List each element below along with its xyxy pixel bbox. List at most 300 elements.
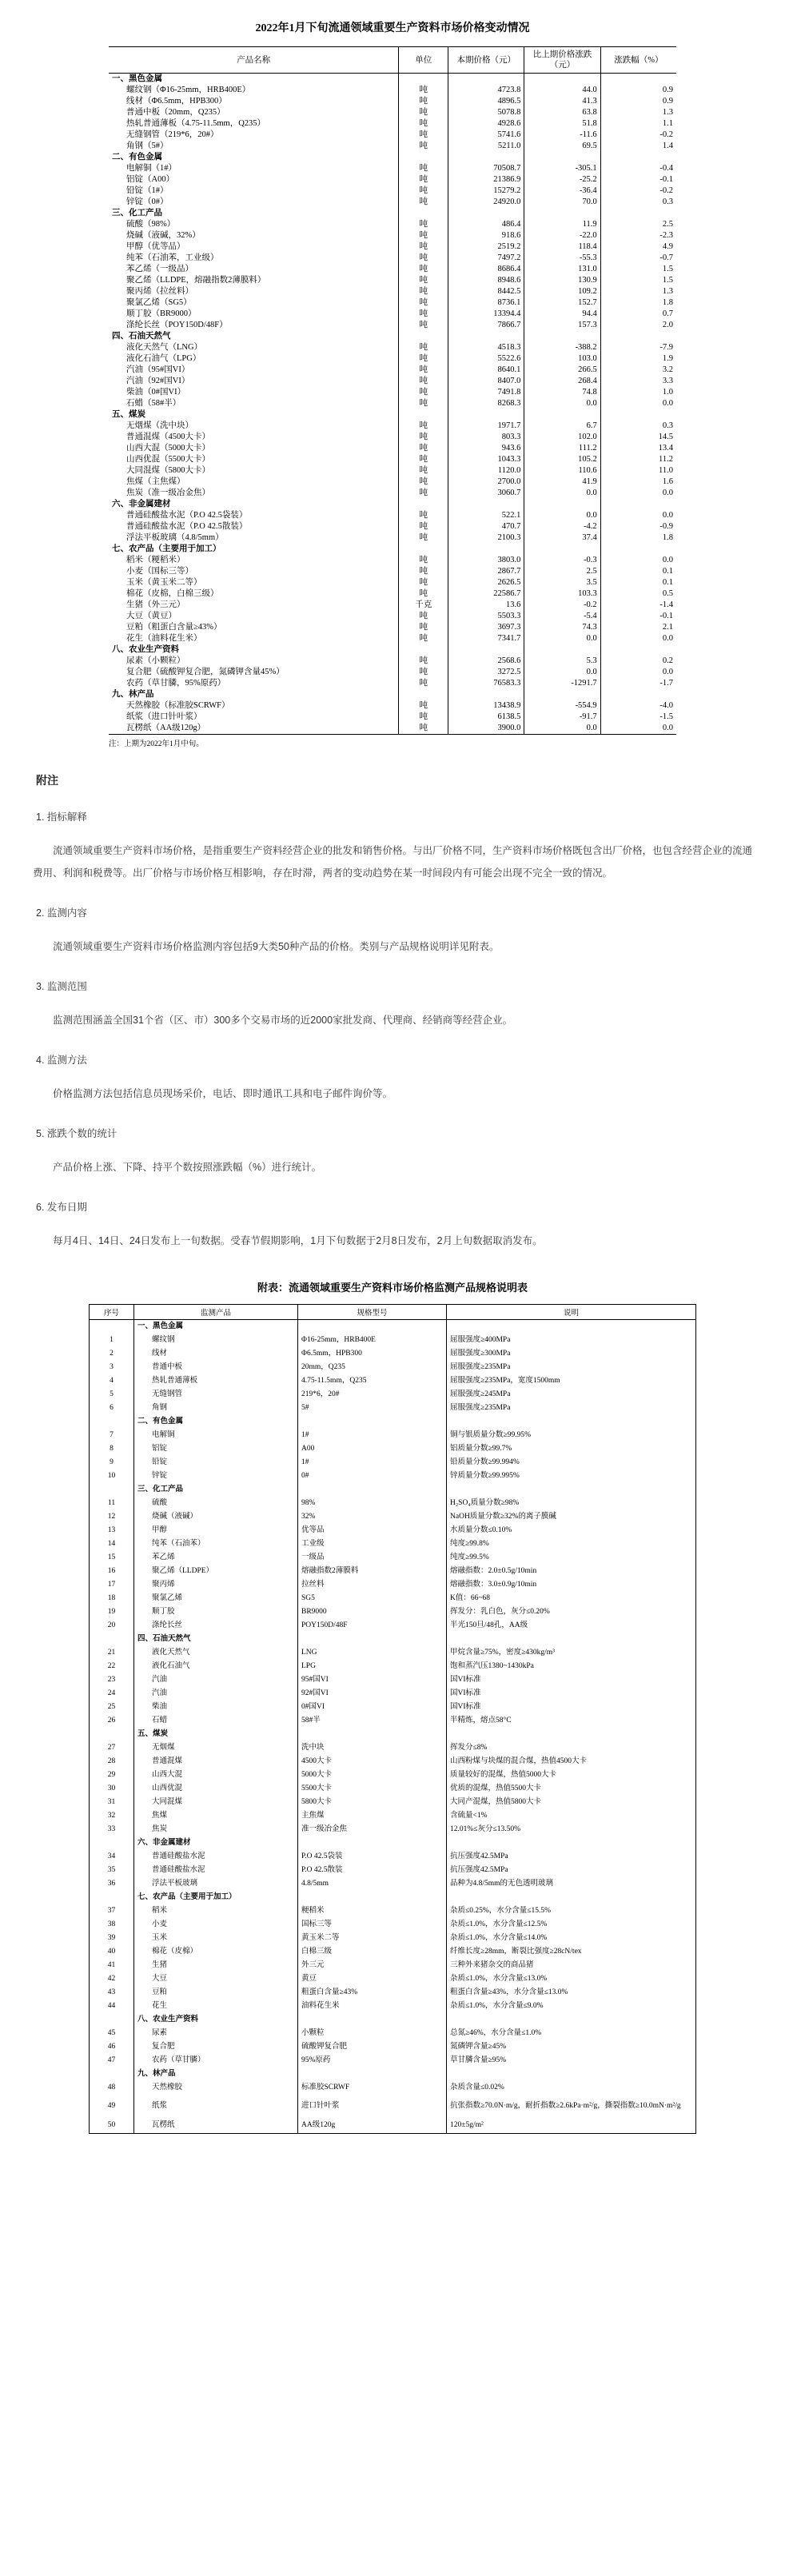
table-row: [90, 1904, 696, 1918]
product-name: 聚氯乙烯（SG5）: [126, 298, 192, 307]
unit-cell: 吨: [399, 130, 448, 141]
serial-cell: 44: [107, 2002, 116, 2010]
spec-cell: 熔融指数2薄膜料: [298, 1565, 447, 1578]
category-name: 一、黑色金属: [112, 74, 162, 83]
product-name: 涤纶长丝（POY150D/48F）: [126, 321, 228, 329]
unit-cell: 吨: [399, 432, 448, 443]
change-cell: 0.0: [524, 633, 600, 644]
pct-cell: 2.0: [600, 320, 676, 331]
desc-cell: 屈服强度≥300MPa: [447, 1347, 696, 1361]
empty-cell: [90, 1320, 134, 1334]
empty-cell: [524, 208, 600, 219]
desc-cell: 挥发分：乳白色，灰分≤0.20%: [447, 1605, 696, 1619]
spec-cell: 4.75-11.5mm，Q235: [298, 1374, 447, 1388]
pct-cell: 1.9: [600, 353, 676, 365]
desc-cell: H₂SO₄质量分数≥98%: [447, 1497, 696, 1510]
empty-cell: [600, 689, 676, 700]
empty-cell: [600, 74, 676, 86]
unit-cell: 吨: [399, 611, 448, 622]
desc-cell: K值：66~68: [447, 1592, 696, 1605]
product-name: 普通中板（20mm，Q235）: [126, 108, 225, 117]
empty-cell: [524, 689, 600, 700]
table-row: [109, 588, 676, 600]
desc-cell: 屈服强度≥245MPa: [447, 1388, 696, 1402]
unit-cell: 吨: [399, 421, 448, 432]
price-cell: 470.7: [448, 521, 524, 532]
product-name: 稻米（粳稻米）: [126, 556, 185, 564]
price-cell: 13438.9: [448, 700, 524, 712]
product-name: 焦炭: [134, 1823, 298, 1836]
serial-cell: 48: [107, 2084, 116, 2092]
empty-cell: [447, 1320, 696, 1334]
product-name: 花生: [134, 2000, 298, 2013]
pct-cell: 3.2: [600, 365, 676, 376]
empty-cell: [399, 544, 448, 555]
pct-cell: 0.0: [600, 488, 676, 499]
serial-cell: 11: [107, 1499, 116, 1507]
price-cell: 2867.7: [448, 566, 524, 577]
change-cell: -5.4: [524, 611, 600, 622]
price-cell: 522.1: [448, 510, 524, 521]
table-row: [90, 2081, 696, 2095]
category-row: [90, 1483, 696, 1497]
price-cell: 1971.7: [448, 421, 524, 432]
table-row: [109, 197, 676, 208]
table-row: [90, 1619, 696, 1633]
spec-cell: 4.8/5mm: [298, 1877, 447, 1891]
table-row: [109, 85, 676, 96]
category-name: 三、化工产品: [112, 209, 162, 217]
unit-cell: 吨: [399, 264, 448, 275]
empty-cell: [298, 1483, 447, 1497]
serial-cell: 43: [107, 1988, 116, 1996]
pct-cell: 0.7: [600, 309, 676, 320]
spec-table-section: [89, 1279, 696, 2134]
pct-cell: 4.9: [600, 241, 676, 253]
spec-cell: 硫酸钾复合肥: [298, 2040, 447, 2054]
col-header-unit: 单位: [399, 47, 448, 74]
desc-cell: 挥发分≤8%: [447, 1741, 696, 1755]
table-row: [90, 1769, 696, 1782]
pct-cell: 1.0: [600, 387, 676, 398]
product-name: 小麦（国标三等）: [126, 567, 193, 576]
change-cell: -36.4: [524, 185, 600, 197]
category-name: 四、石油天然气: [134, 1633, 298, 1646]
price-cell: 1043.3: [448, 454, 524, 465]
spec-cell: 标准胶SCRWF: [298, 2081, 447, 2095]
pct-cell: 1.8: [600, 532, 676, 544]
table-row: [109, 443, 676, 454]
pct-cell: 1.6: [600, 477, 676, 488]
pct-cell: -0.2: [600, 130, 676, 141]
table-row: [109, 376, 676, 387]
price-cell: 8736.1: [448, 297, 524, 309]
change-cell: -22.0: [524, 230, 600, 241]
serial-cell: 45: [107, 2029, 116, 2037]
empty-cell: [447, 1483, 696, 1497]
serial-cell: 12: [107, 1513, 116, 1521]
table-row: [109, 398, 676, 409]
table-row: [109, 219, 676, 230]
change-cell: -554.9: [524, 700, 600, 712]
spec-cell: BR9000: [298, 1605, 447, 1619]
serial-cell: 39: [107, 1934, 116, 1942]
unit-cell: 吨: [399, 85, 448, 96]
unit-cell: 吨: [399, 387, 448, 398]
product-name: 生猪: [134, 1959, 298, 1972]
product-name: 铅锭（1#）: [126, 186, 169, 195]
table-row: [90, 1361, 696, 1374]
product-name: 大豆（黄豆）: [126, 612, 177, 620]
spec-cell: 0#国VI: [298, 1701, 447, 1714]
product-name: 普通硅酸盐水泥（P.O 42.5袋装）: [126, 511, 248, 520]
product-name: 普通混煤: [134, 1755, 298, 1769]
empty-cell: [524, 74, 600, 86]
empty-cell: [90, 1728, 134, 1741]
category-row: [90, 1415, 696, 1429]
change-cell: 51.8: [524, 118, 600, 130]
serial-cell: 22: [107, 1662, 116, 1670]
spec-table-title: 附表：流通领域重要生产资料市场价格监测产品规格说明表: [257, 1282, 528, 1294]
table-row: [90, 2040, 696, 2054]
product-name: 苯乙烯: [134, 1551, 298, 1565]
empty-cell: [448, 74, 524, 86]
product-name: 硫酸（98%）: [126, 220, 176, 229]
change-cell: 69.5: [524, 141, 600, 152]
empty-cell: [298, 2068, 447, 2081]
price-cell: 918.6: [448, 230, 524, 241]
pct-cell: 1.5: [600, 264, 676, 275]
price-cell: 5522.6: [448, 353, 524, 365]
table-row: [109, 275, 676, 286]
change-cell: 41.3: [524, 96, 600, 107]
price-table: [109, 46, 676, 735]
product-name: 聚丙烯（拉丝料）: [126, 287, 193, 296]
spec-cell: 98%: [298, 1497, 447, 1510]
section-body: 产品价格上涨、下降、持平个数按照涨跌幅（%）进行统计。: [53, 1162, 322, 1173]
price-table-body: [109, 74, 676, 735]
table-row: [109, 107, 676, 118]
desc-cell: 优质的混煤，热值5500大卡: [447, 1782, 696, 1796]
serial-cell: 20: [107, 1621, 116, 1629]
spec-table-header: [90, 1305, 696, 1320]
product-name: 甲醇: [134, 1524, 298, 1537]
product-name: 无缝钢管: [134, 1388, 298, 1402]
table-row: [109, 185, 676, 197]
desc-cell: 氮磷钾含量≥45%: [447, 2040, 696, 2054]
table-row: [109, 700, 676, 712]
empty-cell: [399, 409, 448, 421]
spec-cell: 32%: [298, 1510, 447, 1524]
pct-cell: 11.0: [600, 465, 676, 477]
price-cell: 5741.6: [448, 130, 524, 141]
change-cell: 0.0: [524, 510, 600, 521]
serial-cell: 8: [110, 1445, 114, 1453]
table-row: [90, 1646, 696, 1660]
appendix-heading: 附注: [36, 774, 58, 787]
table-row: [90, 1782, 696, 1796]
change-cell: 103.0: [524, 353, 600, 365]
unit-cell: 吨: [399, 454, 448, 465]
col-header-name: 产品名称: [109, 47, 399, 74]
pct-cell: 1.5: [600, 275, 676, 286]
change-cell: 63.8: [524, 107, 600, 118]
product-name: 烧碱（液碱，32%）: [126, 231, 201, 240]
table-row: [109, 118, 676, 130]
change-cell: 102.0: [524, 432, 600, 443]
table-row: [109, 421, 676, 432]
product-name: 天然橡胶: [134, 2081, 298, 2095]
desc-cell: 草甘膦含量≥95%: [447, 2054, 696, 2068]
table-note: 注：上期为2022年1月中旬。: [109, 740, 204, 748]
table-row: [109, 309, 676, 320]
spec-cell: 拉丝料: [298, 1578, 447, 1592]
empty-cell: [399, 74, 448, 86]
desc-cell: 粗蛋白含量≥43%，水分含量≤13.0%: [447, 1986, 696, 2000]
table-row: [109, 600, 676, 611]
table-row: [90, 1551, 696, 1565]
product-name: 焦煤（主焦煤）: [126, 477, 185, 486]
desc-cell: 大同产混煤，热值5800大卡: [447, 1796, 696, 1809]
table-row: [109, 454, 676, 465]
category-name: 二、有色金属: [134, 1415, 298, 1429]
unit-cell: 吨: [399, 477, 448, 488]
price-cell: 7491.8: [448, 387, 524, 398]
appendix-sections: [33, 809, 752, 1252]
price-cell: 76583.3: [448, 678, 524, 689]
empty-cell: [90, 1891, 134, 1904]
category-row: [90, 2068, 696, 2081]
change-cell: -0.3: [524, 555, 600, 566]
section-body: 流通领域重要生产资料市场价格监测内容包括9大类50种产品的价格。类别与产品规格说明详见附表。: [53, 941, 500, 952]
table-row: [90, 2117, 696, 2134]
spec-cell: P.O 42.5散装: [298, 1864, 447, 1877]
category-row: [109, 499, 676, 510]
pct-cell: 0.2: [600, 656, 676, 667]
table-row: [90, 1442, 696, 1456]
product-name: 硫酸: [134, 1497, 298, 1510]
unit-cell: 吨: [399, 275, 448, 286]
serial-cell: 25: [107, 1703, 116, 1711]
product-name: 花生（油料花生米）: [126, 634, 202, 643]
pct-cell: 2.1: [600, 622, 676, 633]
pct-cell: 0.3: [600, 197, 676, 208]
price-cell: 8686.4: [448, 264, 524, 275]
spec-cell: 白棉三级: [298, 1945, 447, 1959]
desc-cell: 总氮≥46%，水分含量≤1.0%: [447, 2027, 696, 2040]
price-cell: 1120.0: [448, 465, 524, 477]
change-cell: 157.3: [524, 320, 600, 331]
table-row: [109, 566, 676, 577]
empty-cell: [90, 1836, 134, 1850]
category-name: 一、黑色金属: [134, 1320, 298, 1334]
change-cell: 111.2: [524, 443, 600, 454]
product-name: 豆粕（粗蛋白含量≥43%）: [126, 623, 222, 632]
product-name: 棉花（皮棉，白棉三级）: [126, 589, 219, 598]
price-cell: 15279.2: [448, 185, 524, 197]
serial-cell: 41: [107, 1961, 116, 1969]
table-row: [90, 2095, 696, 2117]
spec-cell: 一级品: [298, 1551, 447, 1565]
empty-cell: [298, 1891, 447, 1904]
change-cell: 109.2: [524, 286, 600, 297]
change-cell: 44.0: [524, 85, 600, 96]
empty-cell: [448, 544, 524, 555]
spec-cell: 小颗粒: [298, 2027, 447, 2040]
pct-cell: 0.1: [600, 566, 676, 577]
spec-cell: 92#国VI: [298, 1687, 447, 1701]
serial-cell: 14: [107, 1540, 116, 1548]
product-name: 聚丙烯: [134, 1578, 298, 1592]
empty-cell: [298, 1836, 447, 1850]
table-row: [90, 1578, 696, 1592]
product-name: 顺丁胶（BR9000）: [126, 309, 197, 318]
table-row: [90, 1809, 696, 1823]
product-name: 电解铜（1#）: [126, 164, 177, 173]
pct-cell: 0.0: [600, 398, 676, 409]
unit-cell: 吨: [399, 667, 448, 678]
change-cell: 110.6: [524, 465, 600, 477]
product-name: 柴油（0#国VI）: [126, 388, 186, 397]
serial-cell: 26: [107, 1717, 116, 1725]
empty-cell: [447, 2013, 696, 2027]
change-cell: 0.0: [524, 398, 600, 409]
empty-cell: [298, 1320, 447, 1334]
empty-cell: [399, 499, 448, 510]
col-header-no: 序号: [90, 1305, 134, 1320]
empty-cell: [399, 208, 448, 219]
col-header-price: 本期价格（元）: [448, 47, 524, 74]
product-name: 聚乙烯（LLDPE）: [134, 1565, 298, 1578]
price-cell: 3272.5: [448, 667, 524, 678]
table-row: [90, 1469, 696, 1483]
price-cell: 2626.5: [448, 577, 524, 588]
spec-cell: 4500大卡: [298, 1755, 447, 1769]
price-cell: 5503.3: [448, 611, 524, 622]
product-name: 复合肥（硫酸钾复合肥，氮磷钾含量45%）: [126, 668, 285, 676]
price-cell: 3803.0: [448, 555, 524, 566]
unit-cell: 吨: [399, 510, 448, 521]
empty-cell: [524, 499, 600, 510]
price-cell: 2700.0: [448, 477, 524, 488]
price-table-header: [109, 47, 676, 74]
pct-cell: 0.1: [600, 577, 676, 588]
desc-cell: 杂质≤1.0%，水分含量≤14.0%: [447, 1932, 696, 1945]
empty-cell: [448, 409, 524, 421]
desc-cell: 抗张指数≥70.0N·m/g，耐折指数≥2.6kPa·m²/g，撕裂指数≥10.0mN·m²/g: [447, 2095, 696, 2117]
unit-cell: 吨: [399, 163, 448, 174]
category-name: 三、化工产品: [134, 1483, 298, 1497]
spec-cell: 进口针叶浆: [298, 2095, 447, 2117]
category-row: [109, 208, 676, 219]
section-body: 监测范围涵盖全国31个省（区、市）300多个交易市场的近2000家批发商、代理商、经销商等经营企业。: [53, 1015, 513, 1026]
pct-cell: -7.9: [600, 342, 676, 353]
unit-cell: 吨: [399, 555, 448, 566]
product-name: 大同混煤: [134, 1796, 298, 1809]
pct-cell: -1.7: [600, 678, 676, 689]
empty-cell: [90, 1633, 134, 1646]
serial-cell: 47: [107, 2056, 116, 2064]
change-cell: 2.5: [524, 566, 600, 577]
serial-cell: 9: [110, 1458, 114, 1466]
table-row: [90, 1755, 696, 1769]
change-cell: 0.0: [524, 723, 600, 735]
desc-cell: 屈服强度≥235MPa: [447, 1402, 696, 1415]
spec-cell: Φ16-25mm，HRB400E: [298, 1334, 447, 1347]
category-name: 六、非金属建材: [112, 500, 171, 508]
unit-cell: 吨: [399, 566, 448, 577]
change-cell: 0.0: [524, 667, 600, 678]
table-row: [90, 1537, 696, 1551]
change-cell: 94.4: [524, 309, 600, 320]
change-cell: -91.7: [524, 712, 600, 723]
desc-cell: 纯度≥99.8%: [447, 1537, 696, 1551]
pct-cell: 0.5: [600, 588, 676, 600]
product-name: 玉米: [134, 1932, 298, 1945]
category-row: [90, 1633, 696, 1646]
pct-cell: 0.0: [600, 633, 676, 644]
desc-cell: 饱和蒸汽压1380~1430kPa: [447, 1660, 696, 1673]
desc-cell: 国VI标准: [447, 1687, 696, 1701]
product-name: 豆粕: [134, 1986, 298, 2000]
table-row: [109, 253, 676, 264]
table-row: [109, 387, 676, 398]
product-name: 螺纹钢（Φ16-25mm，HRB400E）: [126, 86, 251, 94]
empty-cell: [298, 1415, 447, 1429]
spec-cell: 95%原药: [298, 2054, 447, 2068]
serial-cell: 36: [107, 1880, 116, 1888]
serial-cell: 29: [107, 1771, 116, 1779]
table-row: [109, 130, 676, 141]
spec-cell: 洗中块: [298, 1741, 447, 1755]
serial-cell: 50: [107, 2120, 116, 2129]
change-cell: -11.6: [524, 130, 600, 141]
table-row: [90, 2027, 696, 2040]
spec-table-body: [90, 1320, 696, 2134]
table-row: [90, 1701, 696, 1714]
table-row: [109, 141, 676, 152]
product-name: 瓦楞纸: [134, 2117, 298, 2134]
serial-cell: 42: [107, 1975, 116, 1983]
table-row: [90, 1918, 696, 1932]
category-row: [90, 1320, 696, 1334]
product-name: 小麦: [134, 1918, 298, 1932]
serial-cell: 49: [107, 2101, 116, 2110]
table-row: [90, 1660, 696, 1673]
product-name: 纯苯（石油苯）: [134, 1537, 298, 1551]
spec-cell: 工业级: [298, 1537, 447, 1551]
price-table-section: [109, 0, 676, 748]
section-title: 5. 涨跌个数的统计: [36, 1128, 118, 1139]
section-title: 1. 指标解释: [36, 811, 87, 823]
product-name: 普通硅酸盐水泥: [134, 1864, 298, 1877]
product-name: 无缝钢管（219*6，20#）: [126, 130, 219, 139]
change-cell: 74.3: [524, 622, 600, 633]
table-row: [109, 163, 676, 174]
price-cell: 5211.0: [448, 141, 524, 152]
empty-cell: [524, 331, 600, 342]
table-row: [109, 532, 676, 544]
spec-cell: A00: [298, 1442, 447, 1456]
table-row: [109, 286, 676, 297]
empty-cell: [447, 1728, 696, 1741]
product-name: 汽油（95#国VI）: [126, 365, 190, 374]
product-name: 棉花（皮棉）: [134, 1945, 298, 1959]
empty-cell: [448, 499, 524, 510]
price-cell: 8948.6: [448, 275, 524, 286]
table-row: [90, 1864, 696, 1877]
spec-cell: 优等品: [298, 1524, 447, 1537]
